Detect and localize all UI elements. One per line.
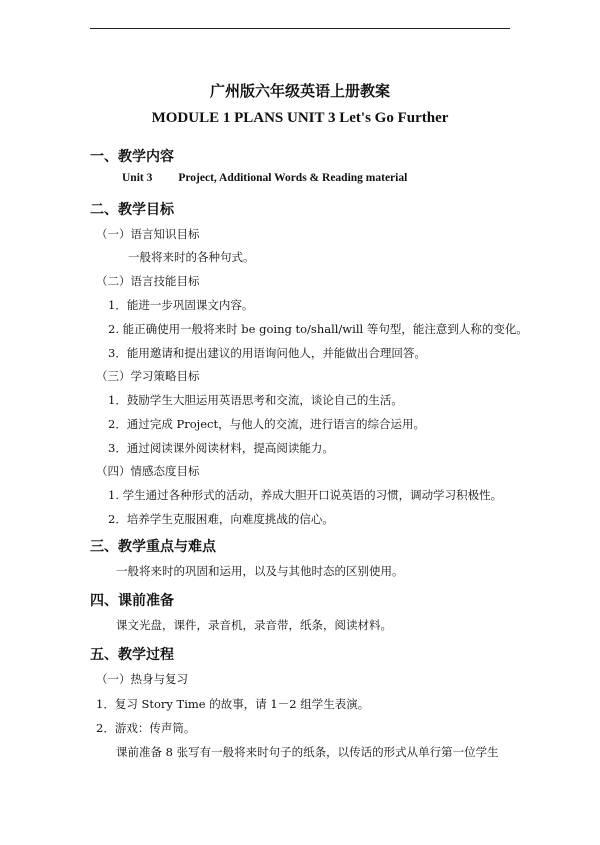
- header-rule: [90, 28, 510, 29]
- skills-line-3: 3．能用邀请和提出建议的用语询问他人，并能做出合理回答。: [108, 346, 426, 360]
- strategy-line-2: 2．通过完成 Project，与他人的交流，进行语言的综合运用。: [108, 417, 426, 431]
- unit-title: Project, Additional Words & Reading material: [178, 172, 408, 184]
- skills-line-1: 1．能进一步巩固课文内容。: [108, 298, 254, 312]
- subheading-skills: （二）语言技能目标: [96, 274, 200, 288]
- unit-line: [122, 172, 407, 184]
- document-title-cn: 广州版六年级英语上册教案: [209, 82, 390, 100]
- subheading-warmup: （一）热身与复习: [96, 672, 188, 686]
- focus-line-1: 一般将来时的巩固和运用，以及与其他时态的区别使用。: [116, 564, 404, 578]
- process-line-1: 1．复习 Story Time 的故事，请 1－2 组学生表演。: [96, 697, 370, 711]
- prep-line-1: 课文光盘，课件，录音机，录音带，纸条，阅读材料。: [116, 618, 392, 632]
- unit-number: Unit 3: [122, 172, 153, 184]
- skills-line-2: 2. 能正确使用一般将来时 be going to/shall/will 等句型，能注意到人称的变化。: [108, 322, 528, 336]
- attitude-line-2: 2．培养学生克服困难，向难度挑战的信心。: [108, 512, 334, 526]
- subheading-attitude: （四）情感态度目标: [96, 464, 200, 478]
- section-heading-1: 一、教学内容: [90, 149, 174, 165]
- knowledge-line-1: 一般将来时的各种句式。: [128, 250, 255, 264]
- process-line-2: 2．游戏：传声筒。: [96, 721, 196, 735]
- attitude-line-1: 1. 学生通过各种形式的活动，养成大胆开口说英语的习惯，调动学习积极性。: [108, 488, 503, 502]
- document-title-en: MODULE 1 PLANS UNIT 3 Let's Go Further: [151, 110, 449, 126]
- section-heading-2: 二、教学目标: [90, 202, 174, 218]
- subheading-knowledge: （一）语言知识目标: [96, 227, 200, 241]
- section-heading-3: 三、教学重点与难点: [90, 539, 216, 555]
- process-line-3: 课前准备 8 张写有一般将来时句子的纸条，以传话的形式从单行第一位学生: [116, 745, 499, 759]
- strategy-line-3: 3．通过阅读课外阅读材料，提高阅读能力。: [108, 441, 334, 455]
- section-heading-5: 五、教学过程: [90, 647, 174, 663]
- strategy-line-1: 1．鼓励学生大胆运用英语思考和交流，谈论自己的生活。: [108, 393, 403, 407]
- subheading-strategy: （三）学习策略目标: [96, 369, 200, 383]
- section-heading-4: 四、课前准备: [90, 593, 174, 609]
